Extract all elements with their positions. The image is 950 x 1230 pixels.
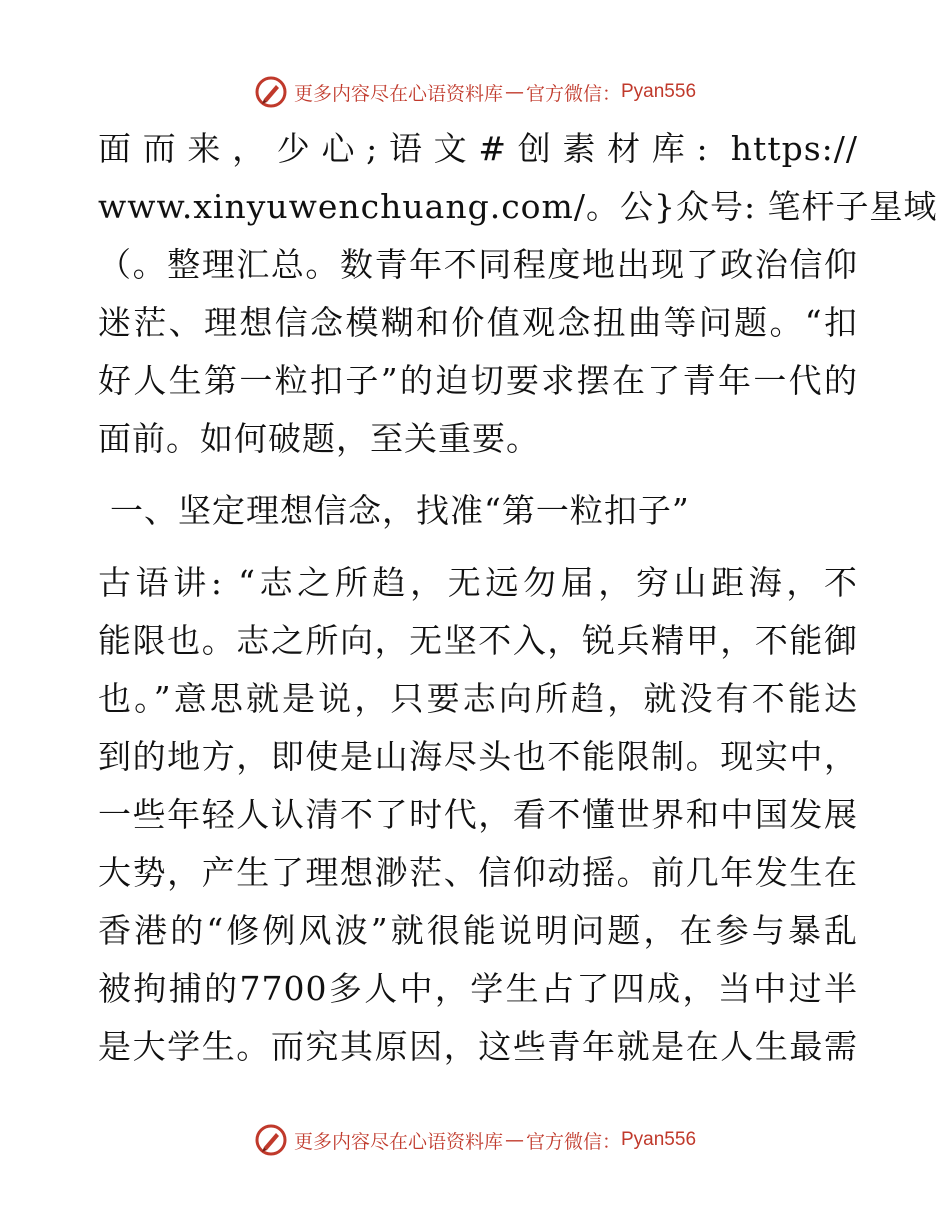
header-banner bbox=[0, 72, 950, 112]
text-line: 到的地方，即使是山海尽头也不能限制。现实中， bbox=[98, 737, 858, 776]
paragraph-1 bbox=[98, 120, 938, 468]
banner-label: 官方微信： bbox=[525, 82, 621, 105]
banner-text: 更多内容尽在心语资料库 bbox=[293, 1130, 503, 1153]
banner-wechat-id: Pyan556 bbox=[621, 81, 697, 102]
banner-text: 更多内容尽在心语资料库 bbox=[293, 82, 503, 105]
banner-wechat-id: Pyan556 bbox=[621, 1129, 697, 1150]
text-line: 好人生第一粒扣子”的迫切要求摆在了青年一代的 bbox=[98, 361, 858, 400]
text-line: （。整理汇总。数青年不同程度地出现了政治信仰 bbox=[98, 245, 858, 284]
pen-circle-logo-icon bbox=[254, 1123, 288, 1157]
text-line: 能限也。志之所向，无坚不入，锐兵精甲，不能御 bbox=[98, 621, 858, 660]
text-line: 迷茫、理想信念模糊和价值观念扭曲等问题。“扣 bbox=[98, 303, 858, 342]
text-line: 香港的“修例风波”就很能说明问题，在参与暴乱 bbox=[98, 911, 858, 950]
text-line: 面而来，少心;语文#创素材库: https:// bbox=[98, 129, 858, 168]
text-line: 古语讲: “志之所趋，无远勿届，穷山距海，不 bbox=[98, 563, 858, 602]
text-line: 一些年轻人认清不了时代，看不懂世界和中国发展 bbox=[98, 795, 858, 834]
text-line: 是大学生。而究其原因，这些青年就是在人生最需 bbox=[98, 1027, 858, 1066]
pen-circle-logo-icon bbox=[254, 75, 288, 109]
banner-separator: — bbox=[504, 1129, 524, 1151]
banner-separator: — bbox=[504, 81, 524, 103]
footer-banner bbox=[0, 1120, 950, 1160]
text-line: 被拘捕的7700多人中，学生占了四成，当中过半 bbox=[98, 969, 858, 1008]
paragraph-2 bbox=[98, 554, 858, 1076]
banner-label: 官方微信： bbox=[525, 1130, 621, 1153]
document-body bbox=[98, 120, 938, 1076]
text-line: 大势，产生了理想渺茫、信仰动摇。前几年发生在 bbox=[98, 853, 858, 892]
text-line: www.xinyuwenchuang.com/。公}众号: 笔杆子星域 bbox=[98, 187, 938, 226]
section-heading: 一、坚定理想信念，找准“第一粒扣子” bbox=[110, 491, 690, 530]
text-line: 也。”意思就是说，只要志向所趋，就没有不能达 bbox=[98, 679, 858, 718]
text-line: 面前。如何破题，至关重要。 bbox=[98, 419, 540, 458]
